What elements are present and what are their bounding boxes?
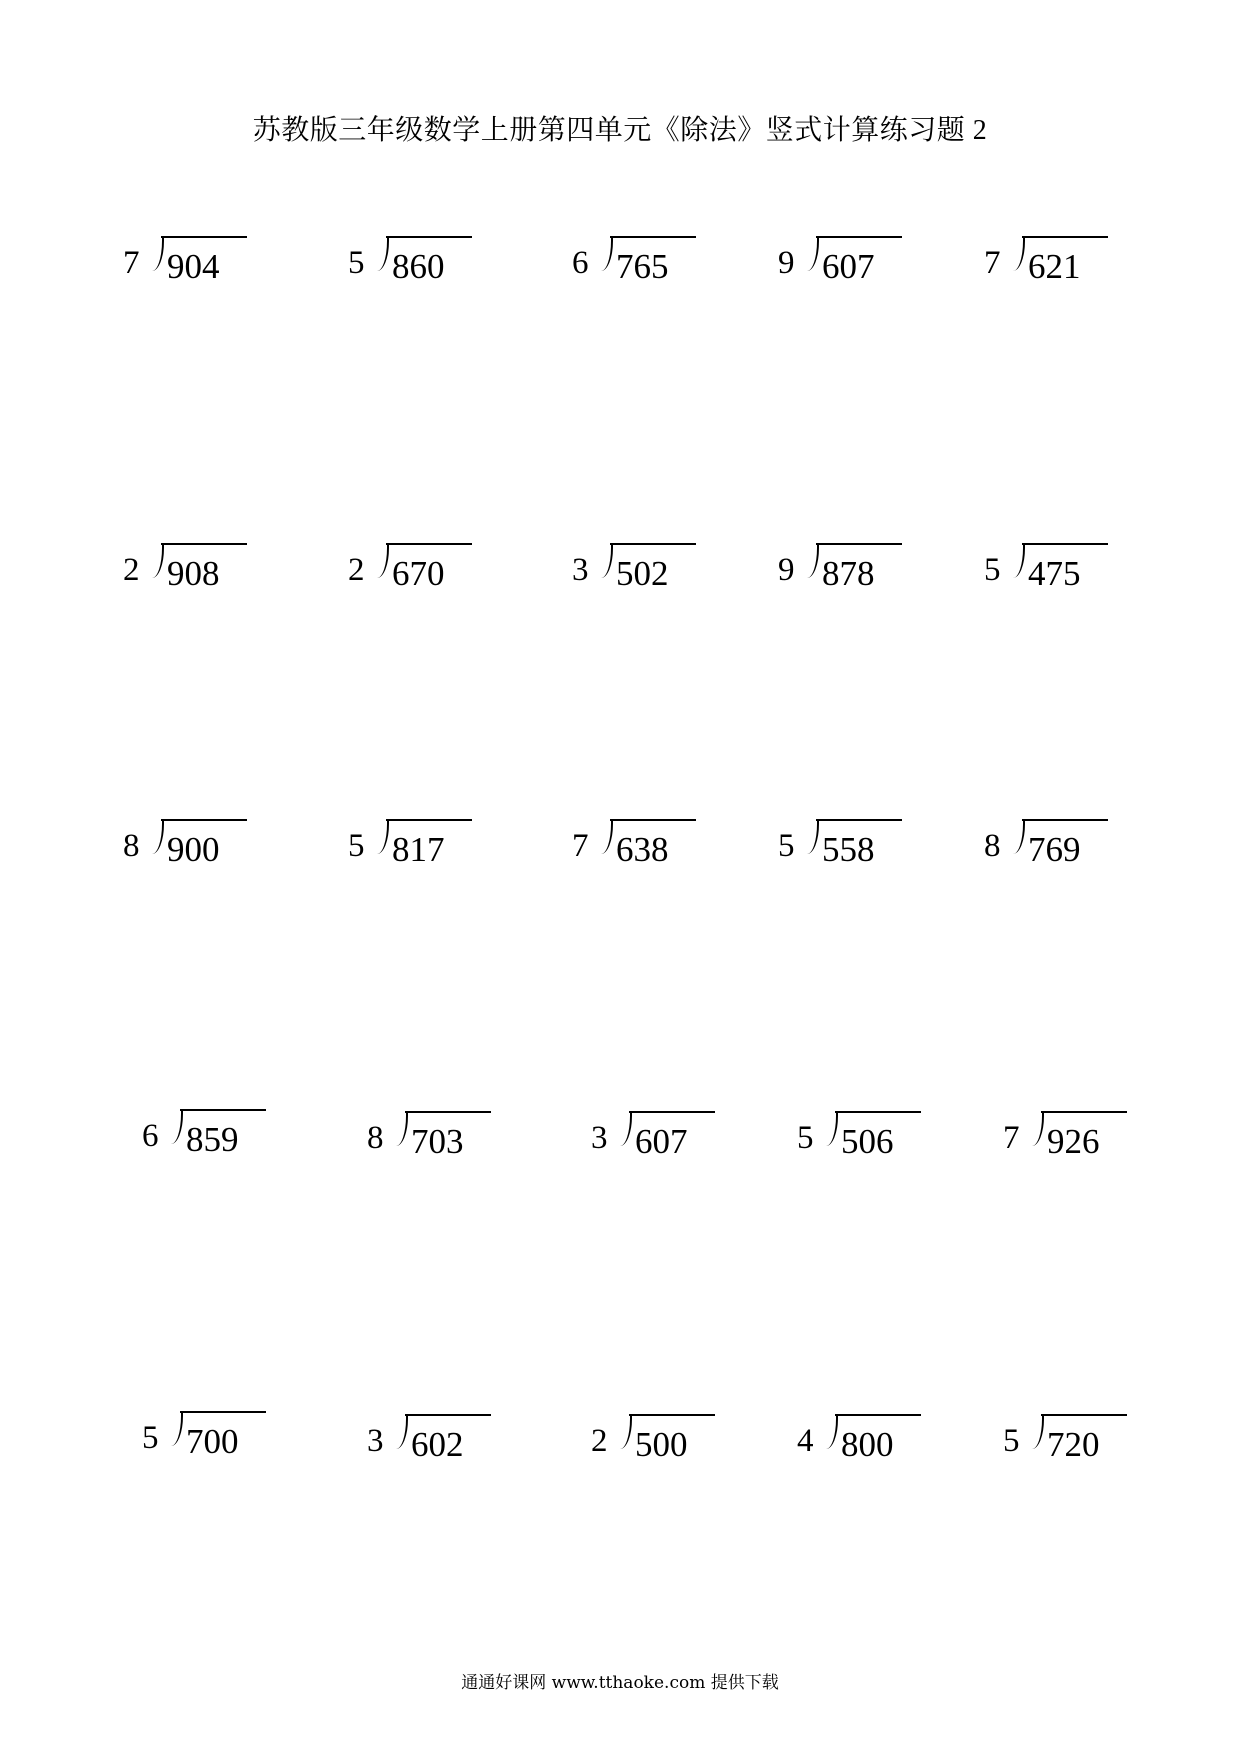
division-problem: [591, 1411, 791, 1471]
dividend: 475: [1028, 554, 1081, 593]
division-problem: [142, 1408, 342, 1468]
division-overline: [386, 819, 472, 821]
division-bracket: [1011, 820, 1025, 854]
division-problem: [778, 816, 978, 876]
dividend: 607: [635, 1122, 688, 1161]
divisor: 7: [123, 245, 140, 281]
division-bracket: [824, 1112, 838, 1146]
division-bracket: [394, 1112, 408, 1146]
footer-credit: 通通好课网 www.tthaoke.com 提供下载: [461, 1673, 779, 1693]
division-problem: [797, 1108, 997, 1168]
division-overline: [1041, 1111, 1127, 1113]
dividend: 670: [392, 554, 445, 593]
division-overline: [610, 236, 696, 238]
division-overline: [1022, 236, 1108, 238]
division-problem: [778, 233, 978, 293]
division-overline: [610, 543, 696, 545]
division-overline: [405, 1414, 491, 1416]
divisor: 3: [367, 1423, 384, 1459]
division-bracket: [824, 1415, 838, 1449]
divisor: 7: [1003, 1120, 1020, 1156]
division-bracket: [1011, 544, 1025, 578]
dividend: 878: [822, 554, 875, 593]
division-bracket: [599, 820, 613, 854]
division-bracket: [169, 1412, 183, 1446]
division-bracket: [375, 544, 389, 578]
division-overline: [816, 819, 902, 821]
dividend: 703: [411, 1122, 464, 1161]
division-problem: [142, 1106, 342, 1166]
dividend: 621: [1028, 247, 1081, 286]
division-bracket: [1030, 1112, 1044, 1146]
division-overline: [816, 543, 902, 545]
division-bracket: [169, 1110, 183, 1144]
division-bracket: [599, 237, 613, 271]
division-problem: [591, 1108, 791, 1168]
division-overline: [161, 543, 247, 545]
dividend: 502: [616, 554, 669, 593]
division-overline: [386, 236, 472, 238]
dividend: 700: [186, 1422, 239, 1461]
division-bracket: [805, 544, 819, 578]
division-problem: [572, 233, 772, 293]
dividend: 908: [167, 554, 220, 593]
divisor: 5: [142, 1420, 159, 1456]
division-problem: [123, 540, 323, 600]
division-problem: [348, 233, 548, 293]
divisor: 3: [572, 552, 589, 588]
dividend: 860: [392, 247, 445, 286]
division-bracket: [150, 820, 164, 854]
division-problem: [367, 1108, 567, 1168]
dividend: 500: [635, 1425, 688, 1464]
division-problem: [348, 540, 548, 600]
dividend: 765: [616, 247, 669, 286]
dividend: 800: [841, 1425, 894, 1464]
dividend: 817: [392, 830, 445, 869]
divisor: 6: [572, 245, 589, 281]
divisor: 2: [591, 1423, 608, 1459]
division-problem: [1003, 1411, 1203, 1471]
division-bracket: [375, 237, 389, 271]
division-overline: [1041, 1414, 1127, 1416]
dividend: 900: [167, 830, 220, 869]
division-bracket: [805, 237, 819, 271]
division-problem: [348, 816, 548, 876]
division-problem: [572, 540, 772, 600]
division-overline: [629, 1414, 715, 1416]
division-overline: [1022, 819, 1108, 821]
division-overline: [816, 236, 902, 238]
division-bracket: [618, 1112, 632, 1146]
division-problem: [367, 1411, 567, 1471]
dividend: 607: [822, 247, 875, 286]
division-overline: [405, 1111, 491, 1113]
division-bracket: [150, 237, 164, 271]
division-overline: [629, 1111, 715, 1113]
division-overline: [180, 1411, 266, 1413]
divisor: 5: [778, 828, 795, 864]
dividend: 859: [186, 1120, 239, 1159]
division-bracket: [618, 1415, 632, 1449]
division-bracket: [1030, 1415, 1044, 1449]
dividend: 904: [167, 247, 220, 286]
divisor: 8: [123, 828, 140, 864]
dividend: 638: [616, 830, 669, 869]
division-overline: [835, 1111, 921, 1113]
divisor: 9: [778, 552, 795, 588]
divisor: 4: [797, 1423, 814, 1459]
division-bracket: [1011, 237, 1025, 271]
division-overline: [161, 819, 247, 821]
division-overline: [180, 1109, 266, 1111]
divisor: 5: [1003, 1423, 1020, 1459]
division-problem: [984, 540, 1184, 600]
division-bracket: [375, 820, 389, 854]
division-overline: [386, 543, 472, 545]
divisor: 3: [591, 1120, 608, 1156]
division-bracket: [805, 820, 819, 854]
dividend: 558: [822, 830, 875, 869]
divisor: 5: [797, 1120, 814, 1156]
divisor: 6: [142, 1118, 159, 1154]
division-overline: [161, 236, 247, 238]
dividend: 926: [1047, 1122, 1100, 1161]
division-overline: [1022, 543, 1108, 545]
divisor: 9: [778, 245, 795, 281]
dividend: 769: [1028, 830, 1081, 869]
divisor: 2: [348, 552, 365, 588]
division-problem: [778, 540, 978, 600]
division-overline: [610, 819, 696, 821]
divisor: 5: [984, 552, 1001, 588]
divisor: 8: [367, 1120, 384, 1156]
division-problem: [123, 233, 323, 293]
division-bracket: [394, 1415, 408, 1449]
divisor: 5: [348, 828, 365, 864]
division-overline: [835, 1414, 921, 1416]
dividend: 720: [1047, 1425, 1100, 1464]
division-bracket: [599, 544, 613, 578]
divisor: 8: [984, 828, 1001, 864]
divisor: 7: [572, 828, 589, 864]
divisor: 7: [984, 245, 1001, 281]
page-title: 苏教版三年级数学上册第四单元《除法》竖式计算练习题 2: [252, 115, 988, 146]
dividend: 602: [411, 1425, 464, 1464]
division-problem: [123, 816, 323, 876]
division-problem: [984, 816, 1184, 876]
division-problem: [1003, 1108, 1203, 1168]
division-problem: [572, 816, 772, 876]
division-bracket: [150, 544, 164, 578]
division-problem: [984, 233, 1184, 293]
dividend: 506: [841, 1122, 894, 1161]
division-problem: [797, 1411, 997, 1471]
divisor: 2: [123, 552, 140, 588]
divisor: 5: [348, 245, 365, 281]
